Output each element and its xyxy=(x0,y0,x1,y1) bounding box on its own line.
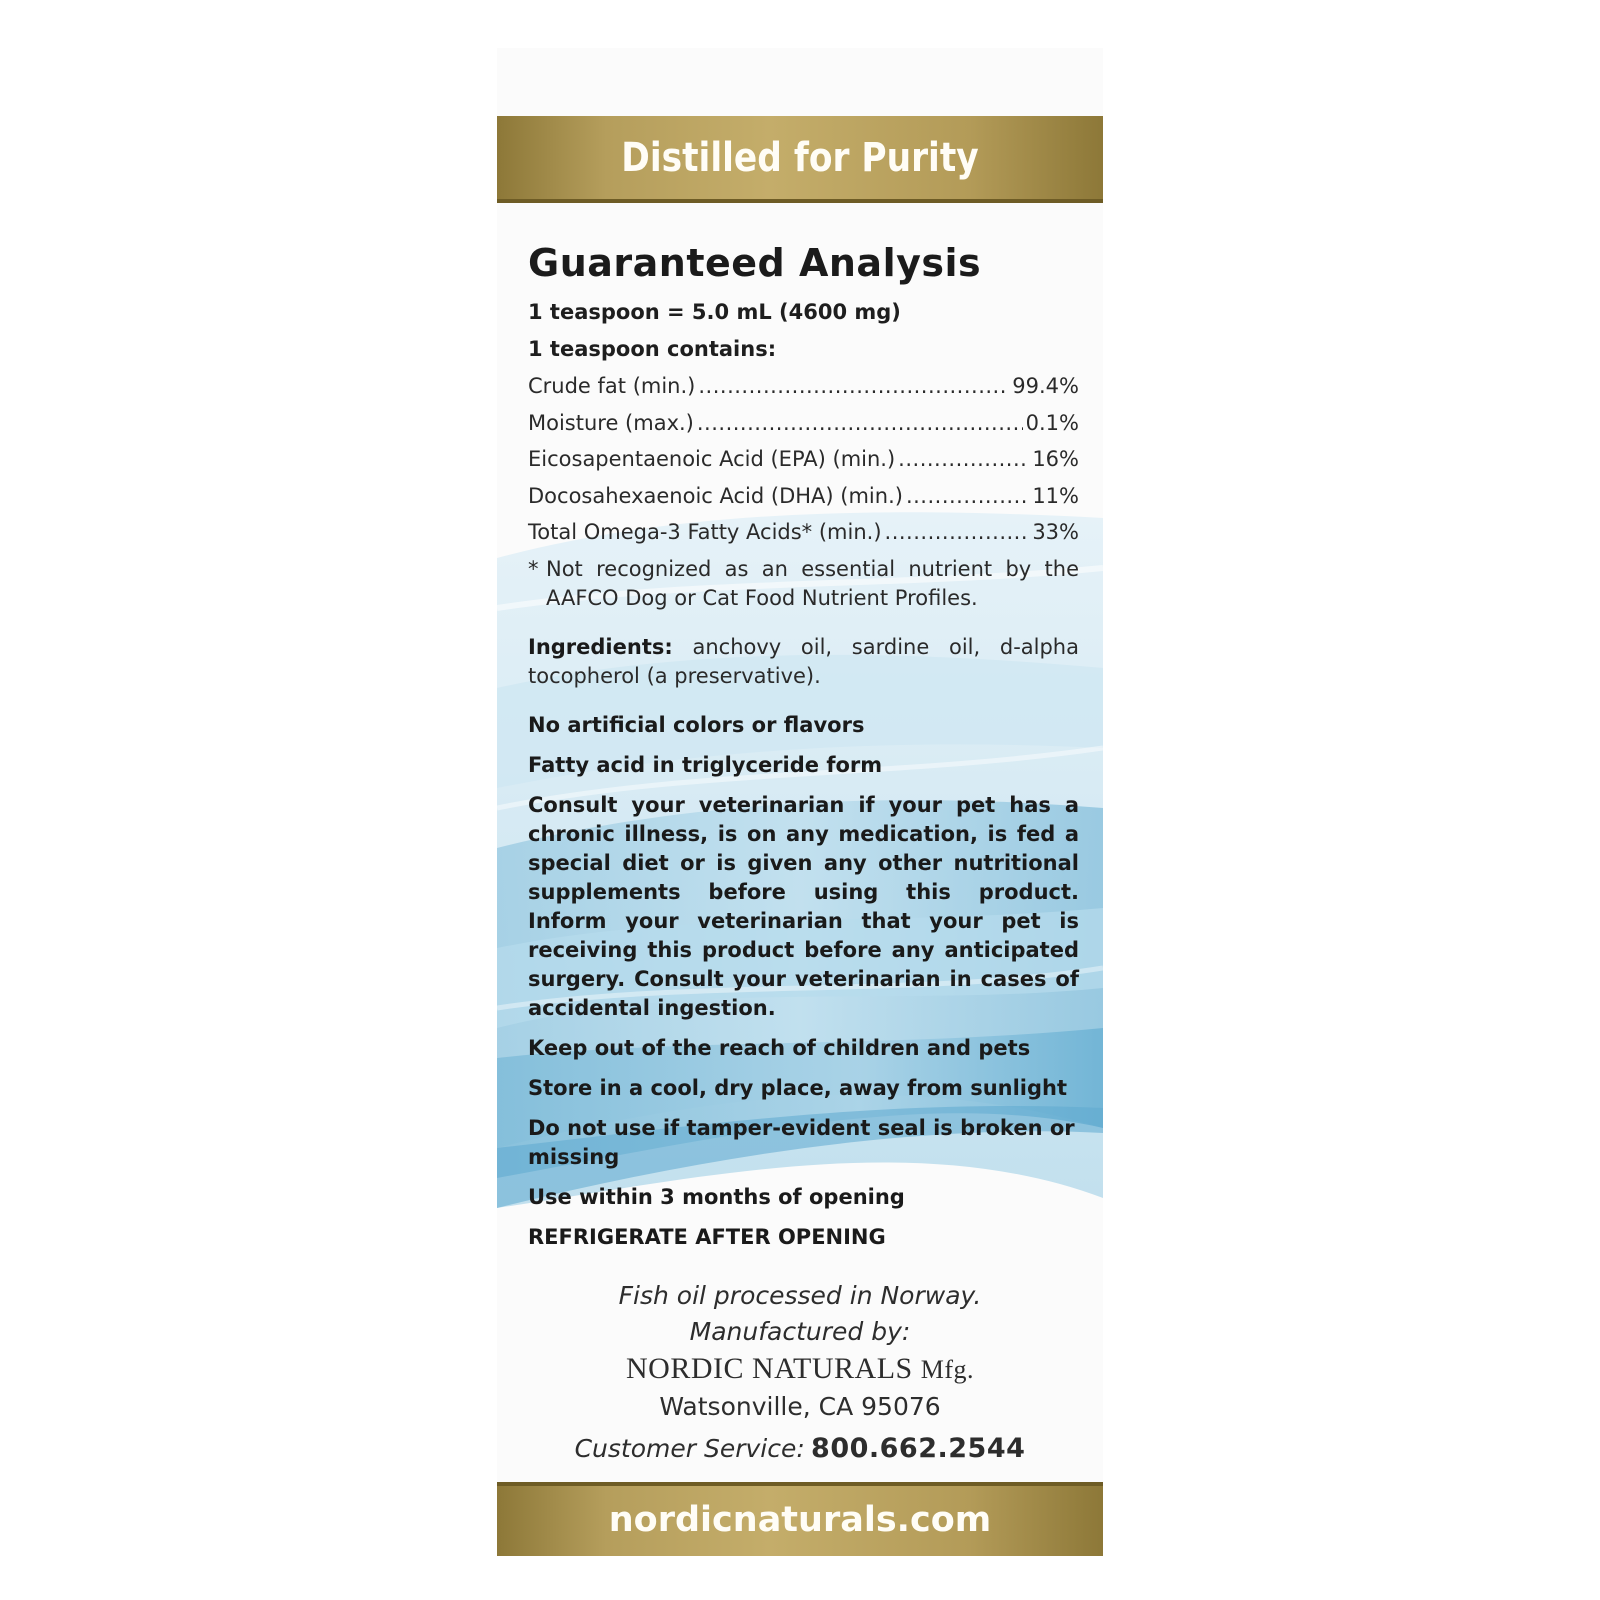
statement-triglyceride: Fatty acid in triglyceride form xyxy=(528,752,883,777)
origin-text: Fish oil processed in Norway. xyxy=(618,1281,982,1310)
bottom-banner xyxy=(497,1482,1103,1556)
label-content xyxy=(528,238,1079,1252)
leader-dots xyxy=(885,514,1030,551)
analysis-name: Eicosapentaenoic Acid (EPA) (min.) xyxy=(528,447,896,471)
company-address: Watsonville, CA 95076 xyxy=(659,1392,941,1421)
ingredients-label: Ingredients: xyxy=(528,634,673,659)
manufacturer-block xyxy=(497,1278,1103,1470)
leader-dots xyxy=(898,441,1029,478)
company-brand: NORDIC NATURALS xyxy=(626,1352,913,1385)
statement-seal: Do not use if tamper-evident seal is broken or missing xyxy=(528,1115,1075,1169)
analysis-name: Crude fat (min.) xyxy=(528,374,696,398)
serving-contains: 1 teaspoon contains: xyxy=(528,337,777,361)
customer-service xyxy=(497,1429,1103,1470)
manufactured-by: Manufactured by: xyxy=(689,1317,911,1346)
analysis-value: 0.1% xyxy=(1025,410,1079,435)
footnote-text: Not recognized as an essential nutrient by the AAFCO Dog or Cat Food Nutrient Profiles. xyxy=(546,556,1079,610)
statement-storage: Store in a cool, dry place, away from sunlight xyxy=(528,1075,1068,1100)
analysis-value: 33% xyxy=(1032,520,1079,544)
footnote-marker: * xyxy=(528,556,539,581)
banner-edge xyxy=(497,1482,1103,1486)
statement-use-within: Use within 3 months of opening xyxy=(528,1184,905,1209)
serving-size: 1 teaspoon = 5.0 mL (4600 mg) xyxy=(528,300,901,324)
ingredients xyxy=(528,633,1079,691)
banner-edge xyxy=(497,199,1103,203)
analysis-table xyxy=(528,368,1079,551)
leader-dots xyxy=(697,405,1023,442)
customer-service-label: Customer Service: xyxy=(574,1434,805,1463)
company-name xyxy=(497,1350,1103,1389)
analysis-row xyxy=(528,514,1079,551)
website-text: nordicnaturals.com xyxy=(608,1500,992,1540)
analysis-name: Total Omega-3 Fatty Acids* (min.) xyxy=(528,520,882,544)
analysis-row xyxy=(528,478,1079,515)
leader-dots xyxy=(906,478,1029,515)
top-banner xyxy=(497,116,1103,203)
footnote xyxy=(528,555,1079,613)
statement-consult-vet: Consult your veterinarian if your pet has a chronic illness, is on any medication, is fed a special diet or is given any other nutritional supplements before using this product. Inform your veterinarian that your pet is receiving this product before any anticipated surgery. Consult your veterinarian in cases of accidental ingestion. xyxy=(528,792,1079,1020)
guaranteed-analysis-heading: Guaranteed Analysis xyxy=(528,241,982,285)
analysis-value: 11% xyxy=(1032,483,1079,508)
leader-dots xyxy=(698,368,1009,405)
analysis-value: 99.4% xyxy=(1012,374,1079,398)
analysis-name: Docosahexaenoic Acid (DHA) (min.) xyxy=(528,483,903,508)
customer-service-phone: 800.662.2544 xyxy=(811,1433,1026,1464)
analysis-row xyxy=(528,368,1079,405)
analysis-row xyxy=(528,441,1079,478)
analysis-value: 16% xyxy=(1032,447,1079,471)
statement-refrigerate: REFRIGERATE AFTER OPENING xyxy=(528,1224,886,1249)
statement-no-artificial: No artificial colors or flavors xyxy=(528,712,865,737)
banner-title: Distilled for Purity xyxy=(621,135,979,181)
ingredients-text: anchovy oil, sardine oil, d-alpha tocopherol (a preservative). xyxy=(528,634,1079,688)
label-panel xyxy=(497,48,1103,1556)
analysis-row xyxy=(528,405,1079,442)
company-suffix: Mfg. xyxy=(920,1355,974,1384)
statement-keep-away: Keep out of the reach of children and pets xyxy=(528,1035,1031,1060)
analysis-name: Moisture (max.) xyxy=(528,410,694,435)
